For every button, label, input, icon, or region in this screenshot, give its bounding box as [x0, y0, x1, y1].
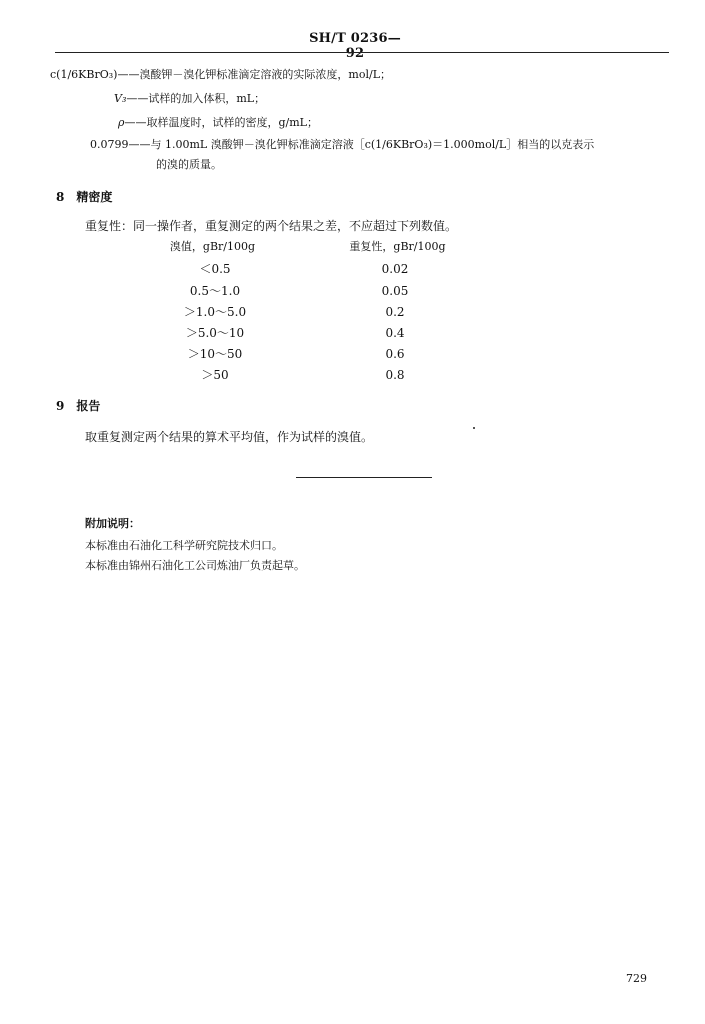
definition-row	[118, 116, 318, 130]
definition-symbol: ρ	[118, 116, 125, 129]
definition-dash: ——	[117, 68, 140, 81]
definition-symbol: 0.0799	[90, 138, 129, 151]
table-cell: 0.5～1.0	[189, 284, 241, 298]
definition-dash: ——	[126, 92, 149, 105]
section-title: 精密度	[76, 190, 113, 204]
table-cell: ＞5.0～10	[185, 326, 245, 340]
table-cell: 0.6	[385, 347, 405, 361]
definition-symbol: c(1/6KBrO₃)	[50, 68, 118, 81]
section-number: 8	[56, 190, 65, 204]
table-header-repeatability: 重复性，gBr/100g	[349, 240, 446, 253]
definition-dash: ——	[128, 138, 151, 151]
table-cell: 0.02	[381, 262, 409, 276]
table-cell: 0.05	[381, 284, 409, 298]
definition-symbol: V₃	[114, 92, 127, 105]
definition-row	[50, 68, 391, 82]
table-cell: ＞1.0～5.0	[183, 305, 247, 319]
section-number: 9	[56, 399, 65, 413]
scan-speck	[473, 427, 475, 429]
definition-text: 取样温度时，试样的密度，g/mL；	[146, 116, 318, 129]
report-text: 取重复测定两个结果的算术平均值，作为试样的溴值。	[85, 430, 374, 444]
table-cell: ＞10～50	[187, 347, 243, 361]
notes-line: 本标准由锦州石油化工公司炼油厂负责起草。	[85, 559, 305, 572]
table-header-bromine-value: 溴值，gBr/100g	[169, 240, 256, 253]
table-cell: ＞50	[201, 368, 229, 382]
document-code-header: SH/T 0236—92	[309, 31, 401, 61]
definition-text: 溴酸钾－溴化钾标准滴定溶液的实际浓度，mol/L；	[139, 68, 392, 81]
definition-row	[90, 138, 594, 152]
definition-text: 试样的加入体积，mL；	[148, 92, 266, 105]
notes-line: 本标准由石油化工科学研究院技术归口。	[85, 539, 283, 552]
notes-title: 附加说明：	[85, 517, 140, 530]
table-cell: 0.8	[385, 368, 405, 382]
table-cell: 0.2	[385, 305, 405, 319]
definition-continuation: 的溴的质量。	[156, 158, 222, 171]
table-cell: ＜0.5	[199, 262, 231, 276]
precision-intro: 重复性：同一操作者，重复测定的两个结果之差，不应超过下列数值。	[85, 219, 458, 233]
definition-dash: ——	[124, 116, 147, 129]
section-heading	[56, 399, 100, 414]
page-number: 729	[626, 972, 647, 985]
table-cell: 0.4	[385, 326, 405, 340]
definition-text: 与 1.00mL 溴酸钾－溴化钾标准滴定溶液［c(1/6KBrO₃)＝1.000mol/L］相当的以克表示	[150, 138, 595, 151]
header-rule	[55, 52, 669, 53]
separator-rule	[296, 477, 432, 478]
section-heading	[56, 190, 112, 205]
definition-row	[114, 92, 265, 106]
section-title: 报告	[76, 399, 101, 413]
